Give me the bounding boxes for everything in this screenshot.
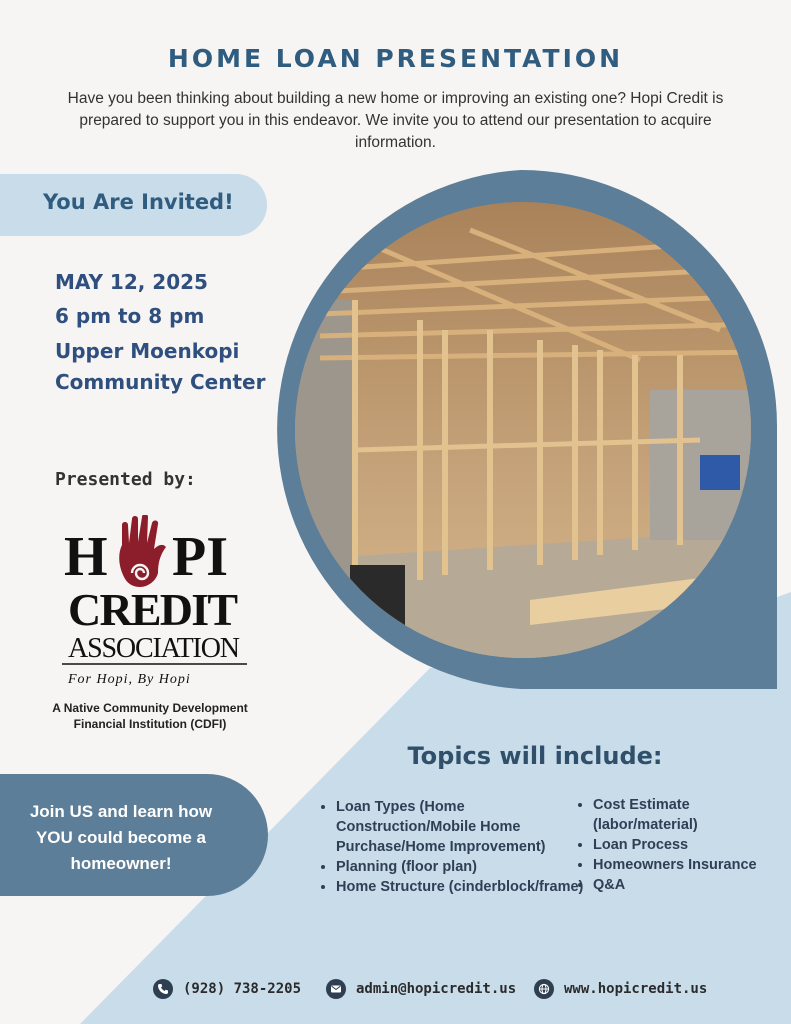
list-item: • Q&A (593, 875, 791, 895)
page-title: HOME LOAN PRESENTATION (167, 44, 624, 73)
join-us-banner (0, 774, 268, 896)
presented-by-label: Presented by: (55, 469, 196, 490)
phone-number: (928) 738-2205 (183, 981, 302, 997)
globe-icon (534, 979, 554, 999)
phone-icon (153, 979, 173, 999)
hopi-credit-logo (62, 515, 247, 690)
list-item: • Homeowners Insurance (593, 855, 791, 875)
website-url: www.hopicredit.us (564, 981, 708, 997)
list-item: • Loan Process (593, 835, 791, 855)
topics-list-left (318, 797, 586, 897)
logo-letters-pi: PI (172, 526, 228, 588)
contact-email[interactable] (326, 978, 516, 1000)
logo-letter-h: H (64, 526, 108, 588)
invited-label: You Are Invited! (43, 190, 234, 214)
logo-tagline: For Hopi, By Hopi (68, 672, 191, 687)
event-time: 6 pm to 8 pm (55, 304, 205, 328)
invited-banner (0, 174, 267, 236)
intro-text: Have you been thinking about building a new home or improving an existing one? Hopi Credit is prepared to support you in this endeavor. We invite you to attend our presentation to acquire information. (67, 90, 724, 151)
logo-word-credit: CREDIT (68, 584, 238, 635)
email-address: admin@hopicredit.us (356, 981, 517, 997)
list-item: • Home Structure (cinderblock/frame) (336, 877, 586, 897)
event-location: Upper Moenkopi Community Center (55, 339, 266, 394)
topics-title: Topics will include: (407, 742, 663, 770)
contact-phone[interactable] (153, 978, 301, 1000)
email-icon (326, 979, 346, 999)
list-item: • Loan Types (Home Construction/Mobile Home Purchase/Home Improvement) (336, 797, 586, 857)
list-item: • Planning (floor plan) (336, 857, 586, 877)
list-item: • Cost Estimate (labor/material) (593, 795, 791, 835)
event-date: MAY 12, 2025 (55, 270, 208, 294)
contact-website[interactable] (534, 978, 707, 1000)
cdfi-description: A Native Community Development Financial Institution (CDFI) (52, 701, 248, 731)
logo-word-association: ASSOCIATION (68, 633, 240, 664)
event-details (55, 270, 285, 398)
join-us-text: Join US and learn how YOU could become a homeowner! (29, 802, 213, 873)
topics-list-right (575, 795, 791, 895)
hand-spiral-icon (119, 515, 166, 587)
